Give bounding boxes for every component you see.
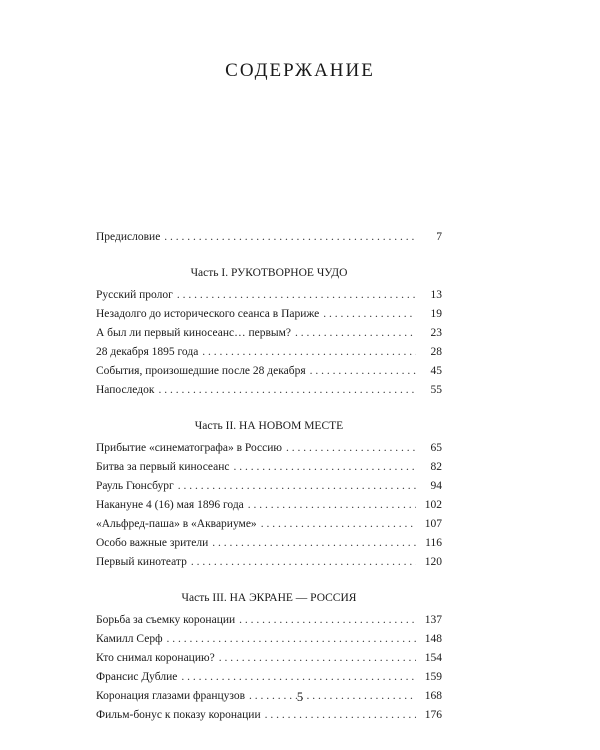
toc-entry-page: 82 [430,461,442,473]
toc-entry[interactable] [96,515,442,534]
toc-entry-label: 28 декабря 1895 года [96,346,199,358]
toc-entry-page: 148 [424,633,442,645]
dot-leader [177,286,416,305]
dot-leader [181,668,416,687]
toc-entry-label: Кто снимал коронацию? [96,652,215,664]
toc-entry[interactable] [96,630,442,649]
toc-entry[interactable] [96,553,442,572]
dot-leader [164,228,416,247]
toc-entry-page: 13 [430,289,442,301]
dot-leader [212,534,416,553]
part-2-title: Часть II. НА НОВОМ МЕСТЕ [194,420,344,432]
toc-entry-page: 120 [424,556,442,568]
toc-entry-page: 23 [430,327,442,339]
toc-entry-preface[interactable] [96,228,442,247]
toc-entry-page: 154 [424,652,442,664]
toc-entry-label: Прибытие «синематографа» в Россию [96,442,282,454]
dot-leader [234,458,416,477]
toc-entry[interactable] [96,649,442,668]
toc-entry[interactable] [96,534,442,553]
toc-entry-page: 159 [424,671,442,683]
part-1-title: Часть I. РУКОТВОРНОЕ ЧУДО [190,267,348,279]
part-3-title: Часть III. НА ЭКРАНЕ — РОССИЯ [181,592,357,604]
toc-entry[interactable] [96,343,442,362]
toc-entry-label: Особо важные зрители [96,537,209,549]
toc-entry-page: 45 [430,365,442,377]
toc-entry[interactable] [96,611,442,630]
toc-entry-page: 94 [430,480,442,492]
toc-entry-label: Незадолго до исторического сеанса в Париже [96,308,320,320]
dot-leader [286,439,416,458]
dot-leader [219,649,416,668]
toc-entry-page: 65 [430,442,442,454]
toc-entry-page: 107 [424,518,442,530]
toc-entry-label: Накануне 4 (16) мая 1896 года [96,499,244,511]
toc-entry-label: «Альфред-паша» в «Аквариуме» [96,518,257,530]
toc-entry[interactable] [96,286,442,305]
page-number: 5 [296,690,304,704]
dot-leader [191,553,416,572]
toc-entry[interactable] [96,668,442,687]
dot-leader [248,496,416,515]
toc-entry[interactable] [96,706,442,725]
toc-entry-label: Битва за первый киносеанс [96,461,230,473]
toc-entry[interactable] [96,324,442,343]
toc-entry-page: 19 [430,308,442,320]
toc-entry-page: 137 [424,614,442,626]
dot-leader [167,630,416,649]
table-of-contents [96,228,442,725]
dot-leader [178,477,416,496]
toc-entry-label: Камилл Серф [96,633,163,645]
dot-leader [310,362,416,381]
toc-entry[interactable] [96,458,442,477]
toc-entry-page: 176 [424,709,442,721]
toc-entry-label: Предисловие [96,231,161,243]
dot-leader [265,706,416,725]
dot-leader [239,611,416,630]
toc-entry-label: Фильм-бонус к показу коронации [96,709,261,721]
toc-entry-label: Рауль Гюнсбург [96,480,174,492]
toc-entry-page: 28 [430,346,442,358]
toc-entry[interactable] [96,496,442,515]
dot-leader [295,324,416,343]
toc-entry[interactable] [96,362,442,381]
toc-entry-page: 55 [430,384,442,396]
dot-leader [261,515,416,534]
toc-entry[interactable] [96,381,442,400]
toc-entry[interactable] [96,305,442,324]
dot-leader [158,381,416,400]
dot-leader [323,305,416,324]
toc-entry[interactable] [96,477,442,496]
toc-entry-label: А был ли первый киносеанс… первым? [96,327,292,339]
toc-entry-label: Франсис Дублие [96,671,178,683]
dot-leader [202,343,416,362]
toc-entry-label: Русский пролог [96,289,173,301]
toc-entry-label: Борьба за съемку коронации [96,614,236,626]
toc-entry[interactable] [96,439,442,458]
toc-entry-label: События, произошедшие после 28 декабря [96,365,306,377]
toc-entry-page: 102 [424,499,442,511]
toc-entry-label: Напоследок [96,384,155,396]
toc-entry-page: 168 [424,690,442,702]
toc-entry-label: Первый кинотеатр [96,556,187,568]
toc-entry-label: Коронация глазами французов [96,690,246,702]
toc-entry-page: 116 [425,537,442,549]
toc-entry-page: 7 [436,231,442,243]
page-title: СОДЕРЖАНИЕ [225,60,375,81]
